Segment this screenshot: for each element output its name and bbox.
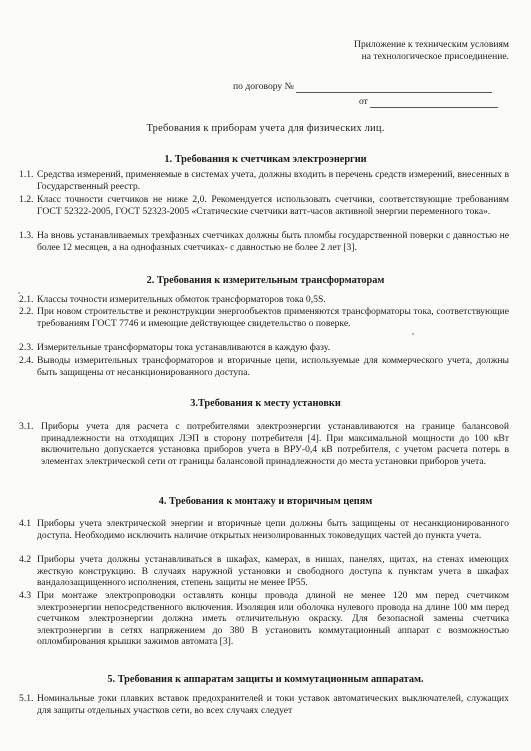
contract-number-blank [296,80,492,93]
clause-text: Приборы учета для расчета с потребителями электроэнергии устанавливаются на границе балансовой принадлежности на отходящих ЛЭП в сторону потребителя [4]. При максимальной мощности до 100 кВт включительно допускается установка приборов учета в ВРУ-0,4 кВ потребителя, с учетом расчета потерь в элементах электрической сети от границы балансовой принадлежности до места установки приборов учета. [41,421,509,467]
appendix-line-2: на технологическое присоединение. [361,51,509,62]
section-1-heading: 1. Требования к счетчикам электроэнергии [164,154,367,165]
section-4-heading: 4. Требования к монтажу и вторичным цепям [158,496,373,507]
clause-text: Выводы измерительных трансформаторов и вторичные цепи, используемые для коммерческого учета, должны быть защищены от несанкционированного доступа. [37,355,509,378]
clause-1-1 [19,169,509,192]
clause-2-2 [19,306,509,329]
clause-text: Измерительные трансформаторы тока устанавливаются в каждую фазу. [37,342,331,353]
scan-speck [412,333,414,335]
clause-number: 5.1. [19,693,34,704]
clause-text: Приборы учета электрической энергии и вторичные цепи должны быть защищены от несанкционированного доступа. Необходимо исключить наличие открытых неизолированных токоведущих частей до пункта учета. [37,518,509,541]
clause-number: 4.1 [19,518,32,529]
clause-4-3 [19,590,509,648]
clause-text: Средства измерений, применяемые в системах учета, должны входить в перечень средств измерений, внесенных в Государственный реестр. [37,169,509,192]
clause-number: 4.3 [19,590,32,601]
clause-3-1 [19,421,509,467]
appendix-line-1: Приложение к техническим условиям [354,39,509,50]
contract-reference [233,80,531,108]
clause-text: При новом строительстве и реконструкции энергообъектов применяются трансформаторы тока, соответствующие требованиям ГОСТ 7746 и имеющие действующее свидетельство о поверке. [37,306,509,329]
section-5-heading: 5. Требования к аппаратам защиты и коммутационным аппаратам. [107,674,424,685]
clause-text: При монтаже электропроводки оставлять концы провода длиной не менее 120 мм перед счетчиком электроэнергии непосредственного включения. Изоляция или оболочка нулевого провода на длине 100 мм перед счетчиком электроэнергии должна иметь отличительную окраску. Для безопасной замены счетчика электроэнергии в сетях напряжением до 380 В установить коммутационный аппарат с возможностью опломбирования крышки зажимов автомата [3]. [37,590,509,648]
clause-text: Приборы учета должны устанавливаться в шкафах, камерах, в нишах, панелях, щитах, на стенах имеющих жесткую конструкцию. В случаях наружной установки и свободного доступа к пунктам учета в шкафах вандалозащищенного исполнения, степень защиты не менее IP55. [37,554,509,589]
contract-date-blank [370,95,498,108]
section-3-heading: 3.Требования к месту установки [190,398,341,409]
appendix-note [354,39,509,63]
clause-1-3 [19,230,509,253]
clause-number: 4.2 [19,554,32,565]
clause-4-2 [19,554,509,589]
clause-5-1 [19,693,509,716]
clause-text: Классы точности измерительных обмоток трансформаторов тока 0,5S. [37,294,326,305]
section-2-heading: 2. Требования к измерительным трансформаторам [146,275,385,286]
clause-1-2 [19,194,509,217]
clause-number: 1.2. [19,194,34,205]
clause-2-4 [19,355,509,378]
clause-2-1 [19,294,509,306]
contract-number-label: по договору № [233,81,294,92]
clause-number: 3.1. [19,421,34,432]
clause-number: 2.2. [19,306,34,317]
clause-number: 1.3. [19,230,34,241]
clause-2-3 [19,342,509,354]
clause-text: На вновь устанавливаемых трехфазных счетчиках должны быть пломбы государственной поверки с давностью не более 12 месяцев, а на однофазных счетчиках- с давностью не более 2 лет [3]. [37,230,509,253]
clause-text: Класс точности счетчиков не ниже 2,0. Рекомендуется использовать счетчики, соответствующие требованиям ГОСТ 52322-2005, ГОСТ 52323-2005 «Статические счетчики ватт-часов активной энергии переменного тока». [37,194,509,217]
clause-number: 2.3. [19,342,34,353]
clause-text: Номинальные токи плавких вставок предохранителей и токи уставок автоматических выключателей, служащих для защиты отдельных участков сети, во всех случаях следует [37,693,509,716]
contract-date-label: от [359,96,368,107]
clause-4-1 [19,518,509,541]
clause-number: 1.1. [19,169,34,180]
document-title: Требования к приборам учета для физических лиц. [146,123,385,134]
clause-number: 2.1. [19,294,34,305]
clause-number: 2.4. [19,355,34,366]
